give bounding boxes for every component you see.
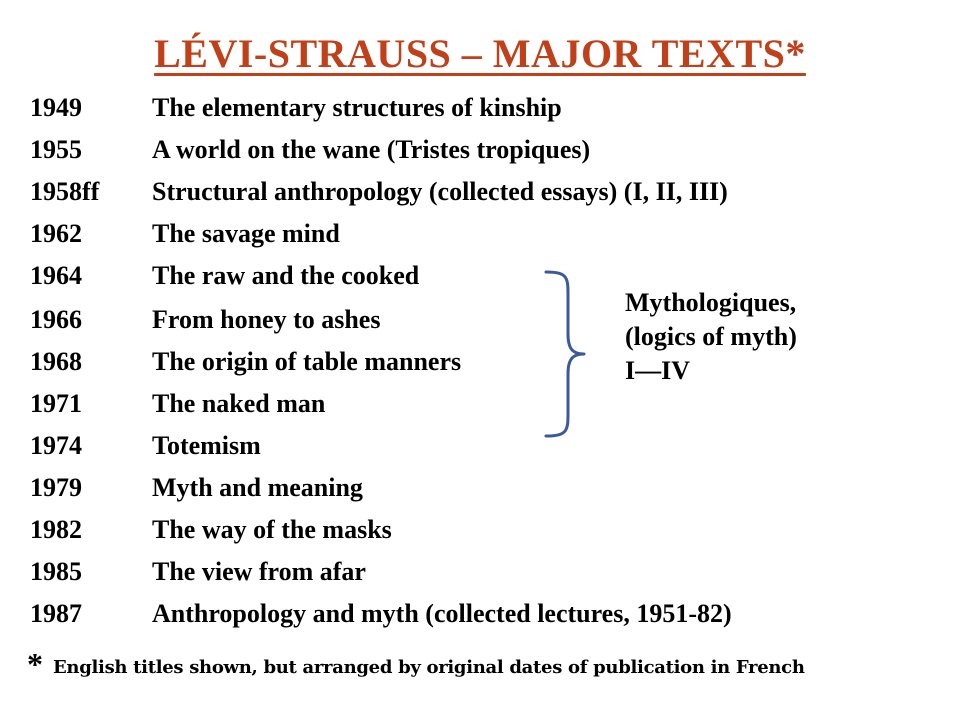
text-year: 1982 bbox=[30, 515, 82, 544]
text-title: The raw and the cooked bbox=[152, 261, 420, 290]
text-year: 1949 bbox=[30, 93, 82, 122]
text-year: 1966 bbox=[30, 305, 82, 334]
text-year: 1962 bbox=[30, 219, 82, 248]
text-title: Totemism bbox=[152, 431, 261, 460]
text-title: Structural anthropology (collected essays) (I, II, III) bbox=[152, 177, 728, 206]
text-title: The view from afar bbox=[152, 557, 366, 586]
text-year: 1964 bbox=[30, 261, 82, 290]
footnote-text: English titles shown, but arranged by original dates of publication in French bbox=[53, 657, 805, 678]
mythologiques-line: I—IV bbox=[625, 356, 691, 385]
mythologiques-line: Mythologiques, bbox=[625, 288, 797, 317]
text-title: The elementary structures of kinship bbox=[152, 93, 562, 122]
text-year: 1979 bbox=[30, 473, 82, 502]
text-title: Myth and meaning bbox=[152, 473, 363, 502]
page-title: LÉVI-STRAUSS – MAJOR TEXTS* bbox=[154, 31, 806, 76]
brace-path bbox=[546, 272, 584, 436]
text-title: Anthropology and myth (collected lectures, 1951-82) bbox=[152, 599, 732, 628]
text-year: 1985 bbox=[30, 557, 82, 586]
footnote-marker: * bbox=[27, 646, 43, 682]
text-year: 1955 bbox=[30, 135, 82, 164]
mythologiques-line: (logics of myth) bbox=[625, 322, 797, 351]
text-title: A world on the wane (Tristes tropiques) bbox=[152, 135, 591, 164]
text-title: The origin of table manners bbox=[152, 347, 462, 376]
text-title: From honey to ashes bbox=[152, 305, 381, 334]
text-year: 1968 bbox=[30, 347, 82, 376]
text-year: 1987 bbox=[30, 599, 82, 628]
text-title: The way of the masks bbox=[152, 515, 392, 544]
mythologiques-annotation bbox=[625, 286, 797, 388]
right-brace-icon bbox=[540, 268, 590, 440]
text-title: The savage mind bbox=[152, 219, 340, 248]
text-title: The naked man bbox=[152, 389, 326, 418]
text-year: 1958ff bbox=[30, 177, 100, 206]
text-year: 1971 bbox=[30, 389, 82, 418]
text-year: 1974 bbox=[30, 431, 82, 460]
footnote bbox=[27, 646, 805, 683]
